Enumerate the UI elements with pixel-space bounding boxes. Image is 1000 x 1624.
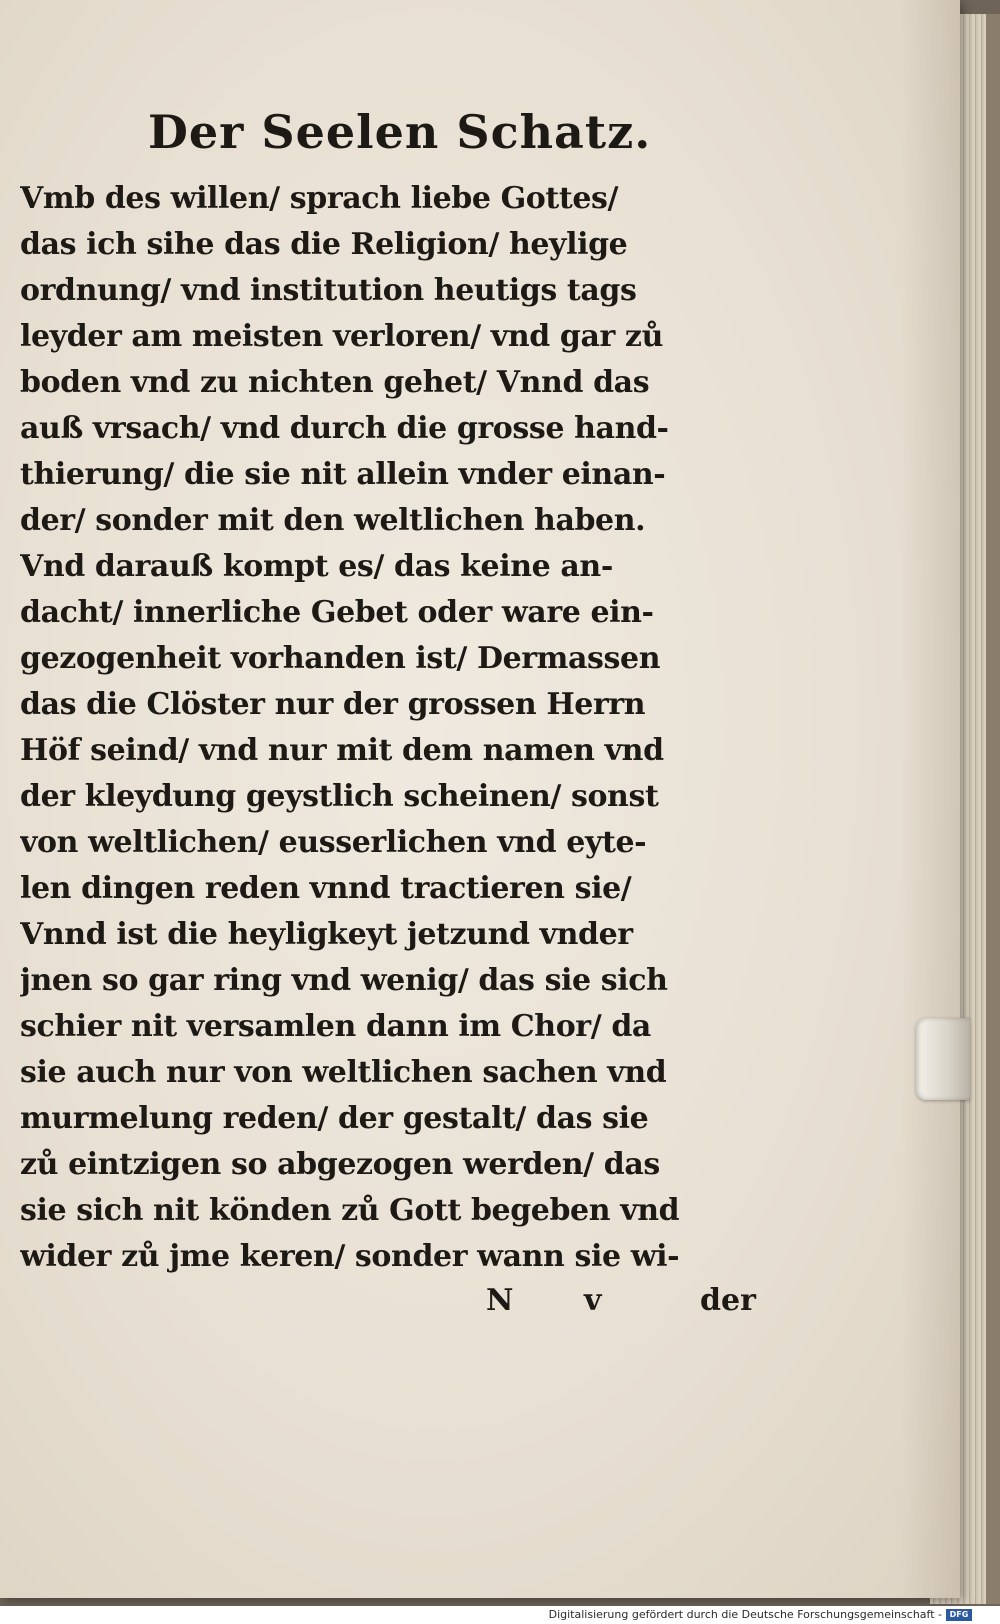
- text-line: der/ sonder mit den weltlichen haben.: [20, 503, 646, 538]
- page-clip: [916, 1018, 970, 1100]
- text-line: dacht/ innerliche Gebet oder ware ein-: [20, 595, 654, 630]
- funding-notice: Digitalisierung gefördert durch die Deutsche Forschungsgemeinschaft -: [548, 1608, 942, 1621]
- text-line: von weltlichen/ eusserlichen vnd eyte-: [20, 825, 647, 860]
- body-text: [20, 176, 780, 1280]
- signature-mark: N: [486, 1283, 514, 1318]
- running-head: Der Seelen Schatz.: [148, 105, 652, 159]
- text-line: der kleydung geystlich scheinen/ sonst: [20, 779, 659, 814]
- leaf-mark: v: [584, 1283, 602, 1318]
- text-line: sie sich nit könden zů Gott begeben vnd: [20, 1193, 680, 1228]
- text-line: ordnung/ vnd institution heutigs tags: [20, 273, 637, 308]
- text-line: leyder am meisten verloren/ vnd gar zů: [20, 319, 663, 354]
- text-line: Vnnd ist die heyligkeyt jetzund vnder: [20, 917, 633, 952]
- text-line: len dingen reden vnnd tractieren sie/: [20, 871, 632, 906]
- text-line: Höf seind/ vnd nur mit dem namen vnd: [20, 733, 664, 768]
- catchword: der: [700, 1283, 756, 1318]
- text-line: Vmb des willen/ sprach liebe Gottes/: [20, 181, 619, 216]
- text-line: wider zů jme keren/ sonder wann sie wi-: [20, 1239, 680, 1274]
- text-line: thierung/ die sie nit allein vnder einan-: [20, 457, 666, 492]
- footer-bar: [0, 1606, 1000, 1624]
- text-line: Vnd darauß kompt es/ das keine an-: [20, 549, 613, 584]
- page-shadow: [900, 0, 960, 1598]
- text-line: jnen so gar ring vnd wenig/ das sie sich: [20, 963, 668, 998]
- dfg-logo-icon: DFG: [946, 1609, 972, 1621]
- text-line: schier nit versamlen dann im Chor/ da: [20, 1009, 651, 1044]
- text-line: auß vrsach/ vnd durch die grosse hand-: [20, 411, 669, 446]
- text-line: boden vnd zu nichten gehet/ Vnnd das: [20, 365, 650, 400]
- text-line: zů eintzigen so abgezogen werden/ das: [20, 1147, 660, 1182]
- text-line: gezogenheit vorhanden ist/ Dermassen: [20, 641, 661, 676]
- text-line: das ich sihe das die Religion/ heylige: [20, 227, 628, 262]
- text-line: sie auch nur von weltlichen sachen vnd: [20, 1055, 667, 1090]
- text-line: murmelung reden/ der gestalt/ das sie: [20, 1101, 649, 1136]
- text-line: das die Clöster nur der grossen Herrn: [20, 687, 646, 722]
